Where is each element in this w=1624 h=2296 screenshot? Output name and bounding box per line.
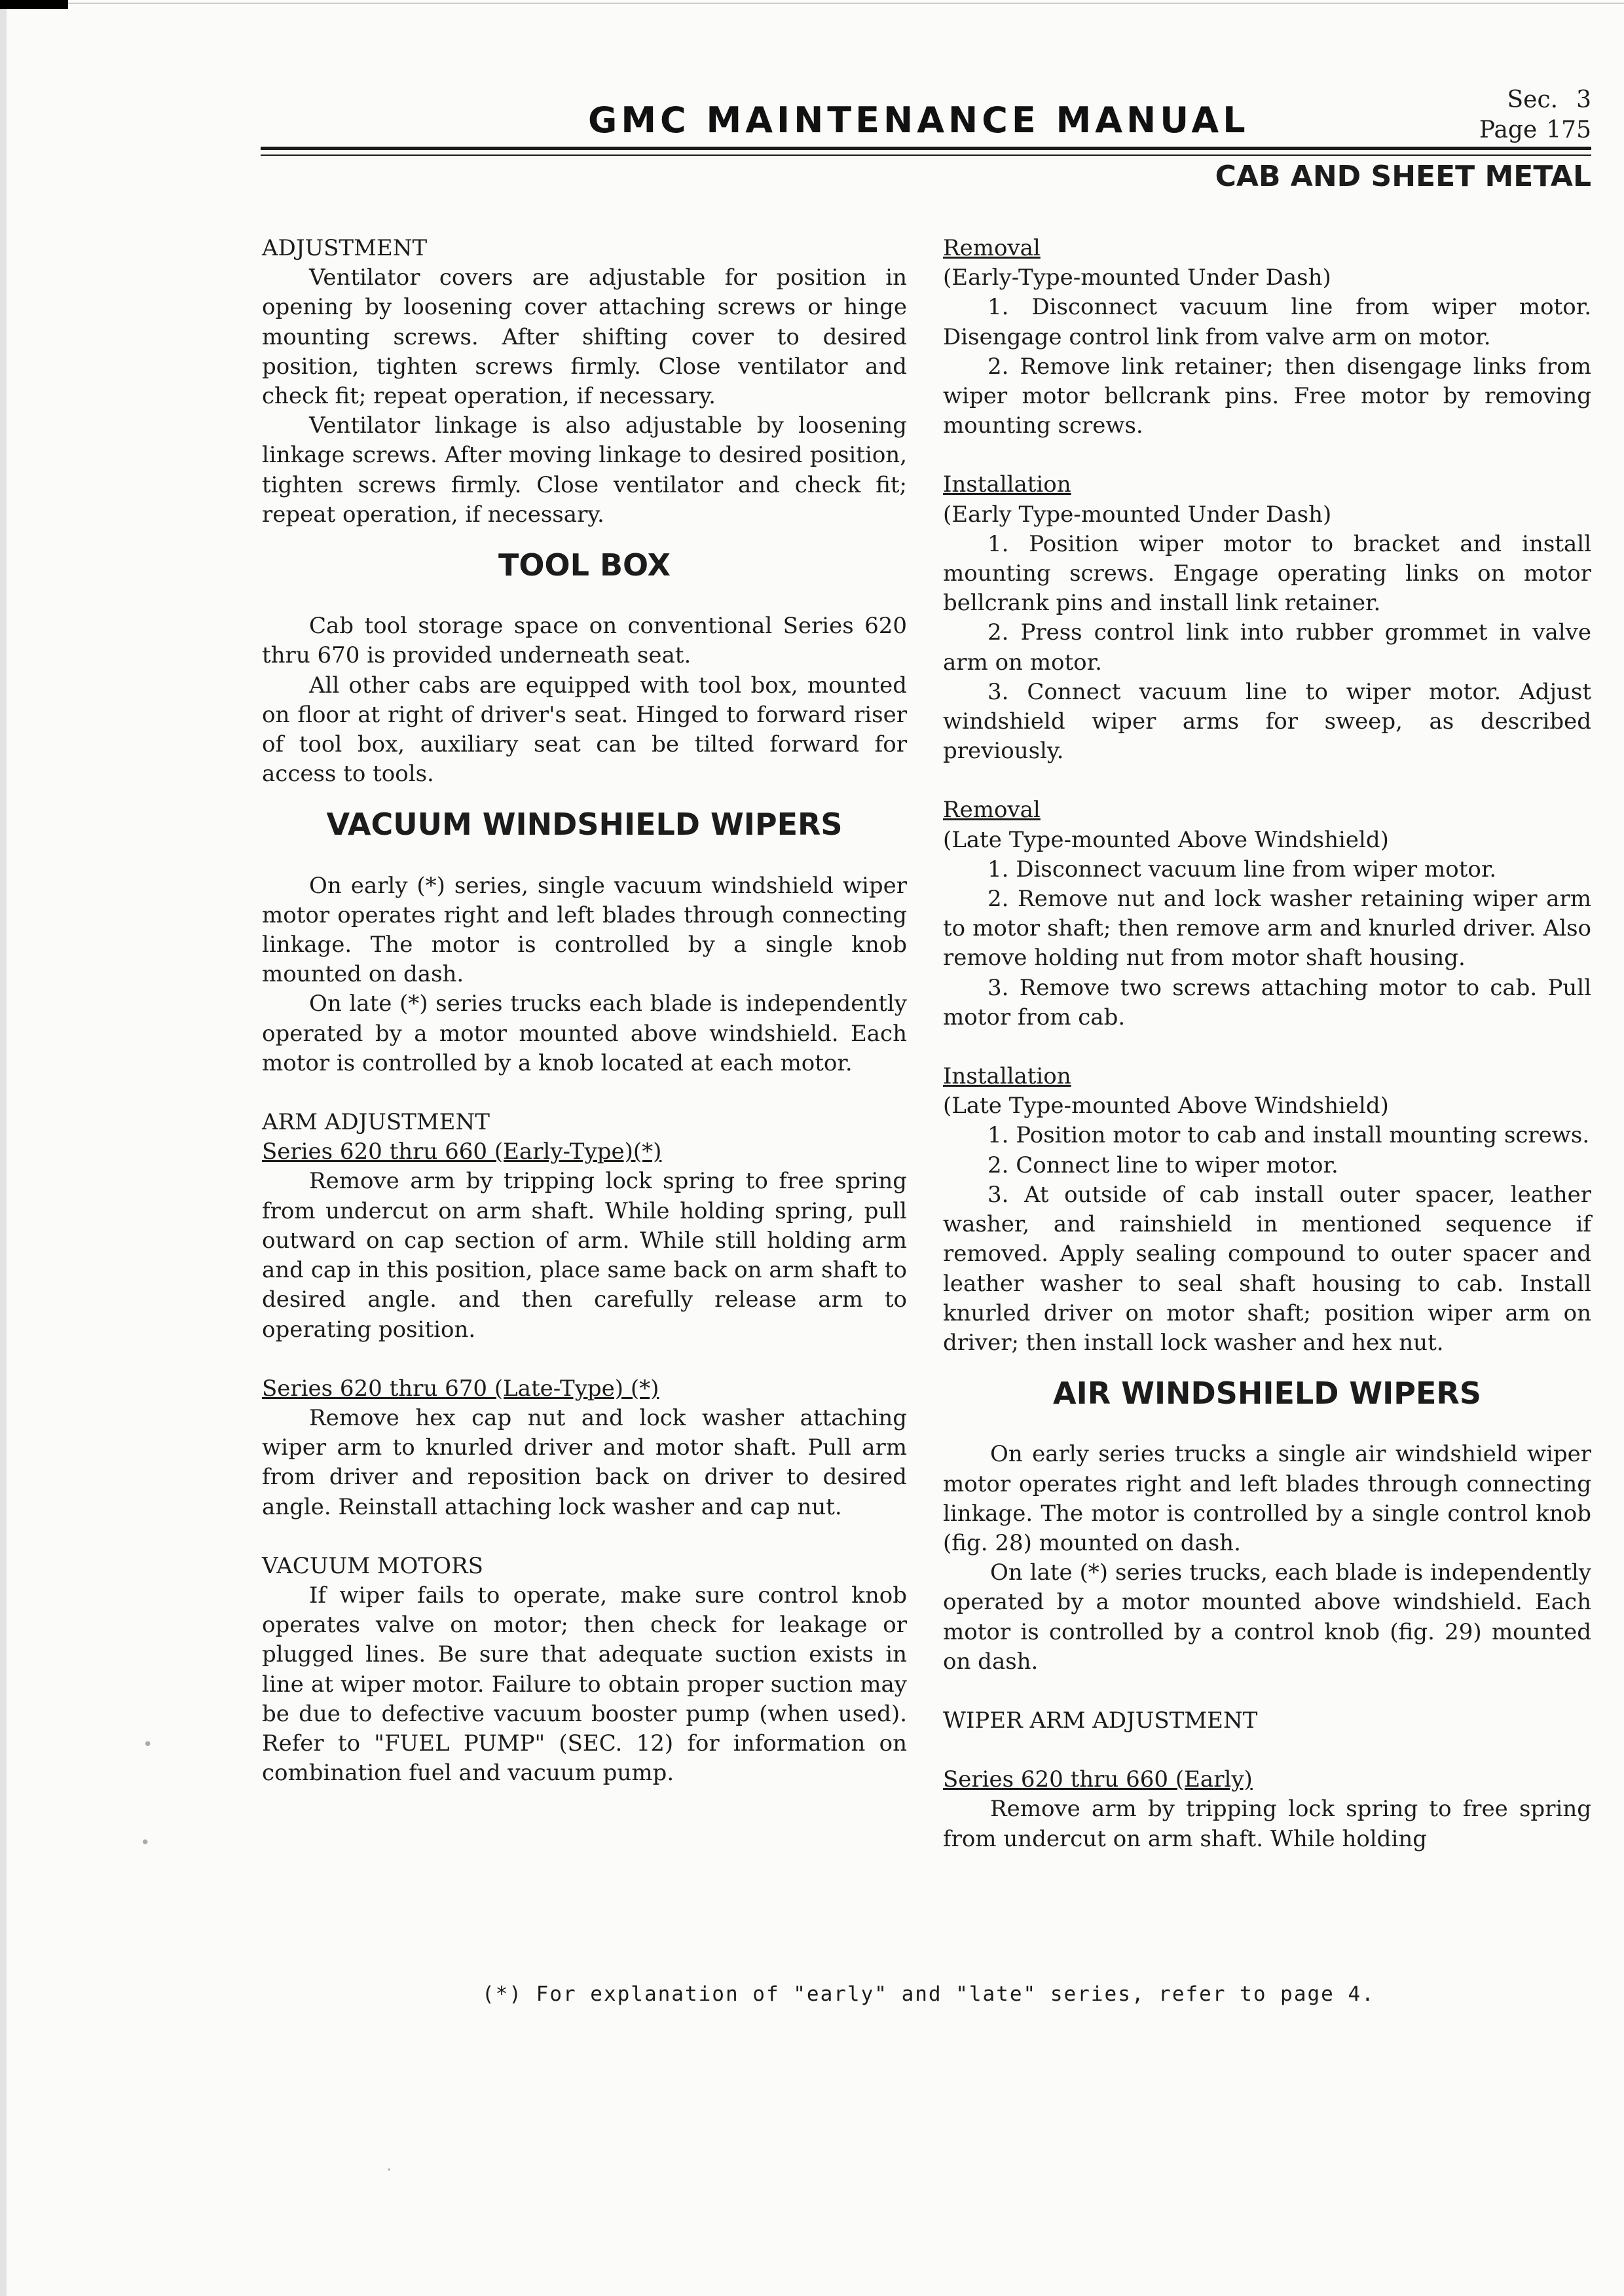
arm-late-paragraph: Remove hex cap nut and lock washer attaching wiper arm to knurled driver and motor shaft. Pull arm from driver and reposition back on driver to desired angle. Reinstall attaching lock washer and cap nut.	[262, 1404, 907, 1520]
adjustment-paragraph-2: Ventilator linkage is also adjustable by loosening linkage screws. After moving linkage to desired position, tighten screws firmly. Close ventilator and check fit; repeat operation, if necessary.	[262, 412, 907, 528]
installation-early-step-2: 2. Press control link into rubber grommet in valve arm on motor.	[943, 619, 1591, 676]
arm-late-subheading: Series 620 thru 670 (Late-Type) (*)	[262, 1375, 659, 1402]
page-label: Page	[1479, 117, 1538, 143]
installation-early-subheading: (Early Type-mounted Under Dash)	[943, 501, 1332, 528]
adjustment-heading: ADJUSTMENT	[262, 235, 428, 261]
air-wipers-paragraph-2: On late (*) series trucks, each blade is independently operated by a motor mounted above windshield. Each motor is controlled by a control knob (fig. 29) mounted on dash.	[943, 1559, 1591, 1675]
page-number: 175	[1546, 117, 1591, 143]
installation-late-step-1: 1. Position motor to cab and install mounting screws.	[987, 1122, 1590, 1149]
tool-box-paragraph-2: All other cabs are equipped with tool box, mounted on floor at right of driver's seat. Hinged to forward riser of tool box, auxiliary seat can be tilted forward for access to tools.	[262, 672, 907, 788]
removal-early-heading: Removal	[943, 235, 1041, 261]
installation-early-step-3: 3. Connect vacuum line to wiper motor. Adjust windshield wiper arms for sweep, as described previously.	[943, 678, 1591, 765]
arm-early-paragraph: Remove arm by tripping lock spring to free spring from undercut on arm shaft. While holding spring, pull outward on cap section of arm. While still holding arm and cap in this position, place same back on arm shaft to desired angle. and then carefully release arm to operating position.	[262, 1168, 907, 1343]
vacuum-wipers-paragraph-2: On late (*) series trucks each blade is independently operated by a motor mounted above windshield. Each motor is controlled by a knob located at each motor.	[262, 991, 907, 1076]
removal-early-step-2: 2. Remove link retainer; then disengage links from wiper motor bellcrank pins. Free motor by removing mounting screws.	[943, 353, 1591, 439]
removal-late-heading: Removal	[943, 797, 1041, 824]
removal-late-step-3: 3. Remove two screws attaching motor to cab. Pull motor from cab.	[943, 974, 1591, 1030]
vacuum-motors-paragraph: If wiper fails to operate, make sure control knob operates valve on motor; then check for leakage or plugged lines. Be sure that adequate suction exists in line at wiper motor. Failure to obtain proper suction may be due to defective vacuum booster pump (when used). Refer to "FUEL PUMP" (SEC. 12) for information on combination fuel and vacuum pump.	[262, 1582, 907, 1787]
section-indicator	[1460, 85, 1591, 115]
air-wipers-heading: AIR WINDSHIELD WIPERS	[1053, 1376, 1481, 1412]
scan-top-edge	[68, 3, 1624, 4]
arm-adjustment-heading: ARM ADJUSTMENT	[262, 1109, 490, 1136]
vacuum-wipers-paragraph-1: On early (*) series, single vacuum windshield wiper motor operates right and left blades through connecting linkage. The motor is controlled by a single knob mounted on dash.	[262, 872, 907, 988]
scan-corner-mark	[0, 0, 68, 9]
header-rule-thin	[261, 155, 1591, 156]
removal-late-subheading: (Late Type-mounted Above Windshield)	[943, 826, 1389, 853]
adjustment-paragraph-1: Ventilator covers are adjustable for position in opening by loosening cover attaching screws or hinge mounting screws. After shifting cover to desired position, tighten screws firmly. Close ventilator and check fit; repeat operation, if necessary.	[262, 264, 907, 410]
removal-early-step-1: 1. Disconnect vacuum line from wiper motor. Disengage control link from valve arm on motor.	[943, 294, 1591, 350]
removal-late-step-2: 2. Remove nut and lock washer retaining wiper arm to motor shaft; then remove arm and knurled driver. Also remove holding nut from motor shaft housing.	[943, 886, 1591, 972]
scan-speck: •	[140, 1833, 151, 1853]
left-column	[262, 234, 907, 1788]
air-wipers-paragraph-1: On early series trucks a single air windshield wiper motor operates right and left blades through connecting linkage. The motor is controlled by a single control knob (fig. 28) mounted on dash.	[943, 1441, 1591, 1556]
header-rule-thick	[261, 147, 1591, 150]
installation-early-heading: Installation	[943, 471, 1071, 498]
section-title: CAB AND SHEET METAL	[1215, 160, 1591, 193]
manual-title: GMC MAINTENANCE MANUAL	[588, 100, 1249, 141]
section-page-box	[1460, 85, 1591, 145]
sec-number: 3	[1576, 86, 1591, 113]
vacuum-wipers-heading: VACUUM WINDSHIELD WIPERS	[326, 807, 843, 843]
installation-late-step-3: 3. At outside of cab install outer spacer, leather washer, and rainshield in mentioned sequence if removed. Apply sealing compound to outer spacer and leather washer to seal shaft housing to cab. Install knurled driver on motor shaft; position wiper arm on driver; then install lock washer and hex nut.	[943, 1181, 1591, 1356]
installation-late-heading: Installation	[943, 1063, 1071, 1090]
footnote: (*) For explanation of "early" and "late" series, refer to page 4.	[482, 1982, 1375, 2006]
arm-early-subheading: Series 620 thru 660 (Early-Type)(*)	[262, 1139, 662, 1165]
wiper-arm-early-subheading: Series 620 thru 660 (Early)	[943, 1766, 1253, 1793]
page-indicator	[1460, 115, 1591, 145]
right-column	[943, 234, 1591, 1854]
installation-late-subheading: (Late Type-mounted Above Windshield)	[943, 1093, 1389, 1120]
installation-early-step-1: 1. Position wiper motor to bracket and install mounting screws. Engage operating links on motor bellcrank pins and install link retainer.	[943, 530, 1591, 617]
wiper-arm-early-paragraph: Remove arm by tripping lock spring to free spring from undercut on arm shaft. While holding	[943, 1796, 1591, 1852]
tool-box-heading: TOOL BOX	[498, 547, 671, 583]
page-edge-shadow	[0, 0, 7, 2296]
wiper-arm-adjustment-heading: WIPER ARM ADJUSTMENT	[943, 1707, 1258, 1734]
installation-late-step-2: 2. Connect line to wiper motor.	[987, 1152, 1338, 1178]
removal-early-subheading: (Early-Type-mounted Under Dash)	[943, 264, 1331, 291]
sec-label: Sec.	[1507, 86, 1559, 113]
vacuum-motors-heading: VACUUM MOTORS	[262, 1552, 483, 1579]
removal-late-step-1: 1. Disconnect vacuum line from wiper motor.	[987, 856, 1497, 883]
tool-box-paragraph-1: Cab tool storage space on conventional Series 620 thru 670 is provided underneath seat.	[262, 613, 907, 669]
scan-speck: •	[143, 1735, 153, 1755]
scan-speck: ·	[386, 2160, 392, 2180]
